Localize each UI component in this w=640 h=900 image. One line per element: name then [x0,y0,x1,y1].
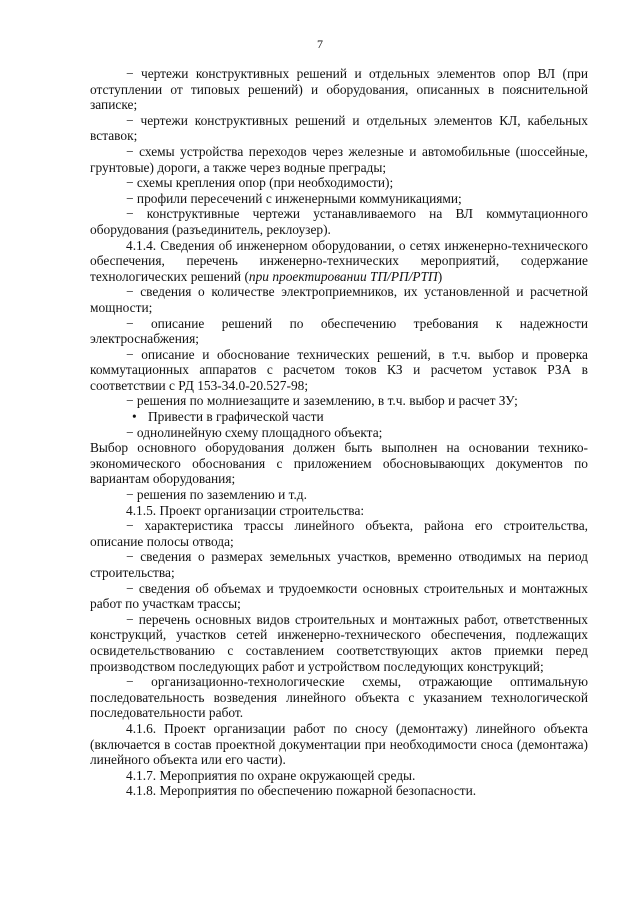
list-item: − организационно-технологические схемы, отражающие оптимальную последовательность возведения линейного объекта с указанием технологической последовательности работ. [90,674,588,721]
list-item: − сведения об объемах и трудоемкости основных строительных и монтажных работ по участкам трассы; [90,580,588,612]
page-number: 7 [317,37,323,51]
section-close: ) [437,268,443,284]
section-text: 4.1.4. Сведения об инженерном оборудовании, о сетях инженерно-технического обеспечения, перечень инженерно-технических мероприятий, содержание технологических решений ( [90,237,588,284]
list-item: − решения по заземлению и т.д. [126,487,307,503]
list-item: − чертежи конструктивных решений и отдельных элементов опор ВЛ (при отступлении от типовых решений) и оборудования, описанных в пояснительной записке; [90,66,588,113]
bullet-item: • Привести в графической части [90,409,588,425]
section-heading-4-1-8: 4.1.8. Мероприятия по обеспечению пожарной безопасности. [126,783,477,799]
section-heading-4-1-4 [90,238,588,285]
bullet-list [90,409,588,425]
page-content [90,66,588,799]
list-item: − описание решений по обеспечению требования к надежности электроснабжения; [90,315,588,347]
list-item: − конструктивные чертежи устанавливаемого на ВЛ коммутационного оборудования (разъединитель, реклоузер). [90,206,588,237]
list-item: − схемы устройства переходов через железные и автомобильные (шоссейные, грунтовые) дороги, а также через водные преграды; [90,143,588,175]
section-heading-4-1-6: 4.1.6. Проект организации работ по сносу (демонтажу) линейного объекта (включается в состав проектной документации при необходимости сноса (демонтажа) линейного объекта или его части). [90,720,588,768]
list-item: − перечень основных видов строительных и монтажных работ, ответственных конструкций, участков сетей инженерно-технического обеспечения, подлежащих освидетельствованию с составлением соответствующих актов приемки перед производством последующих работ и устройством последующих конструкций; [90,611,588,674]
paragraph: Выбор основного оборудования должен быть выполнен на основании технико-экономического обоснования с приложением обосновывающих документов по вариантам оборудования; [90,440,588,487]
list-item: − однолинейную схему площадного объекта; [126,424,383,440]
section-heading-4-1-7: 4.1.7. Мероприятия по охране окружающей среды. [126,767,416,783]
list-item: − сведения о размерах земельных участков, временно отводимых на период строительства; [90,549,588,580]
list-item: − сведения о количестве электроприемников, их установленной и расчетной мощности; [90,284,588,315]
list-item: − схемы крепления опор (при необходимости); [126,175,394,191]
section-note: при проектировании ТП/РП/РТП [248,268,438,284]
list-item: − характеристика трассы линейного объекта, района его строительства, описание полосы отвода; [90,518,588,549]
list-item: − чертежи конструктивных решений и отдельных элементов КЛ, кабельных вставок; [90,112,588,144]
list-item: − профили пересечений с инженерными коммуникациями; [126,190,462,206]
list-item: − описание и обоснование технических решений, в т.ч. выбор и проверка коммутационных аппаратов с расчетом токов КЗ и расчетом уставок РЗА в соответствии с РД 153-34.0-20.527-98; [90,346,588,393]
list-item: − решения по молниезащите и заземлению, в т.ч. выбор и расчет ЗУ; [126,393,518,409]
section-heading-4-1-5: 4.1.5. Проект организации строительства: [126,502,365,518]
